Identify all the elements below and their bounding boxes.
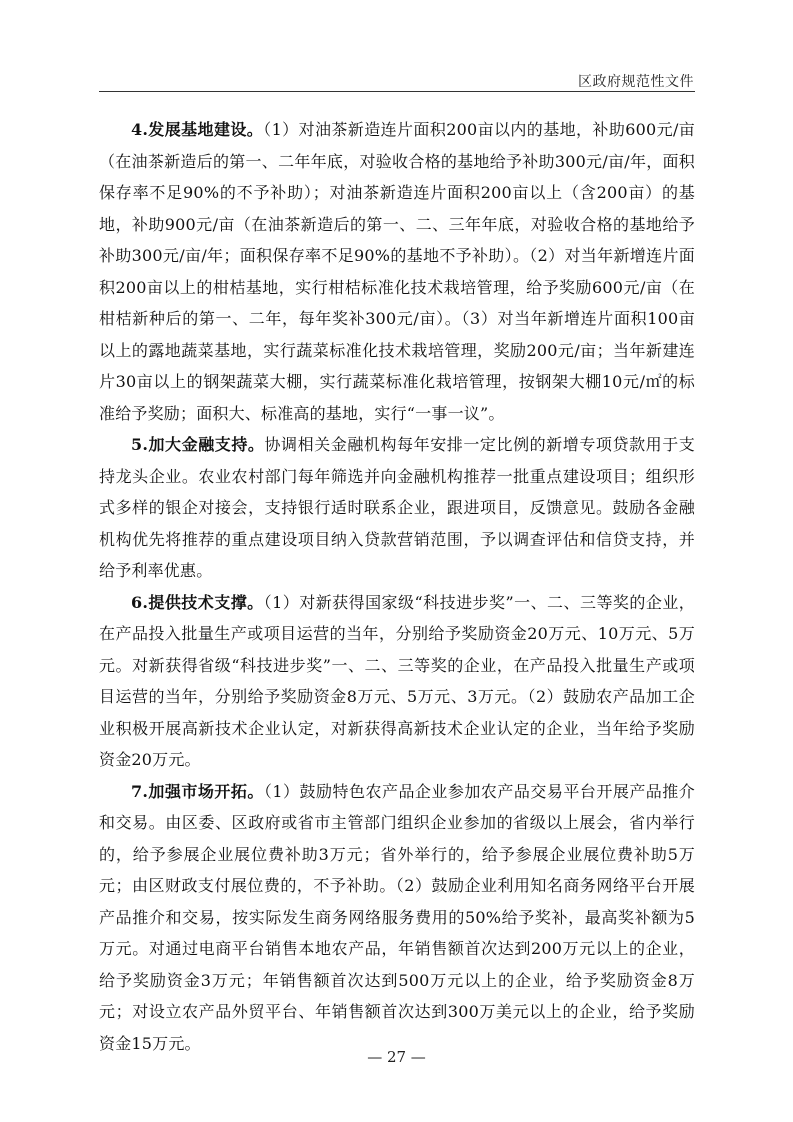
paragraph-base-construction [99, 114, 695, 429]
paragraph-text: 协调相关金融机构每年安排一定比例的新增专项贷款用于支持龙头企业。农业农村部门每年筛选并向金融机构推荐一批重点建设项目；组织形式多样的银企对接会，支持银行适时联系企业，跟进项目，反馈意见。鼓励各金融机构优先将推荐的重点建设项目纳入贷款营销范围，予以调查评估和信贷支持，并给予利率优惠。 [99, 435, 695, 580]
section-heading: 7.加强市场开拓。 [131, 781, 264, 801]
section-heading: 4.发展基地建设。 [131, 120, 264, 139]
header-divider [99, 91, 695, 92]
paragraph-financial-support [99, 429, 695, 587]
section-heading: 5.加大金融支持。 [131, 435, 265, 454]
page-number: — 27 — [367, 1048, 426, 1066]
paragraph-text: （1）对油茶新造连片面积200亩以内的基地，补助600元/亩（在油茶新造后的第一、二年年底，对验收合格的基地给予补助300元/亩/年，面积保存率不足90%的不予补助）；对油茶新造连片面积200亩以上（含200亩）的基地，补助900元/亩（在油茶新造后的第一、二、三年年底，对验收合格的基地给予补助300元/亩/年；面积保存率不足90%的基地不予补助）。（2）对当年新增连片面积200亩以上的柑桔基地，实行柑桔标准化技术栽培管理，给予奖励600元/亩（在柑桔新种后的第一、二年，每年奖补300元/亩）。（3）对当年新增连片面积100亩以上的露地蔬菜基地，实行蔬菜标准化技术栽培管理，奖励200元/亩；当年新建连片30亩以上的钢架蔬菜大棚，实行蔬菜标准化栽培管理，按钢架大棚10元/㎡的标准给予奖励；面积大、标准高的基地，实行“一事一议”。 [99, 120, 695, 423]
paragraph-text: （1）对新获得国家级“科技进步奖”一、二、三等奖的企业，在产品投入批量生产或项目运营的当年，分别给予奖励资金20万元、10万元、5万元。对新获得省级“科技进步奖”一、二、三等奖的企业，在产品投入批量生产或项目运营的当年，分别给予奖励资金8万元、5万元、3万元。（2）鼓励农产品加工企业积极开展高新技术企业认定，对新获得高新技术企业认定的企业，当年给予奖励资金20万元。 [99, 592, 695, 769]
paragraph-market-expansion [99, 776, 695, 1060]
document-header-label: 区政府规范性文件 [578, 74, 694, 90]
paragraph-text: （1）鼓励特色农产品企业参加农产品交易平台开展产品推介和交易。由区委、区政府或省市主管部门组织企业参加的省级以上展会，省内举行的，给予参展企业展位费补助3万元；省外举行的，给予参展企业展位费补助5万元；由区财政支付展位费的，不予补助。（2）鼓励企业利用知名商务网络平台开展产品推介和交易，按实际发生商务网络服务费用的50%给予奖补，最高奖补额为5万元。对通过电商平台销售本地农产品，年销售额首次达到200万元以上的企业，给予奖励资金3万元；年销售额首次达到500万元以上的企业，给予奖励资金8万元；对设立农产品外贸平台、年销售额首次达到300万美元以上的企业，给予奖励资金15万元。 [99, 781, 695, 1053]
paragraph-technical-support [99, 587, 695, 776]
document-body [99, 114, 695, 1059]
section-heading: 6.提供技术支撑。 [131, 592, 264, 612]
